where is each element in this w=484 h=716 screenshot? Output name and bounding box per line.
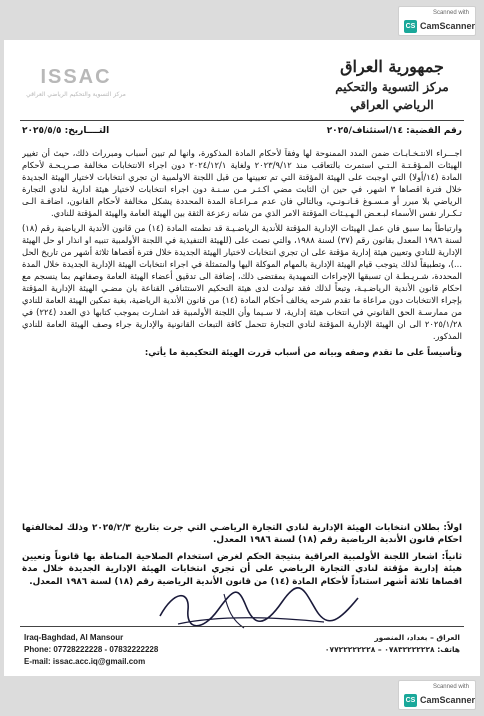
footer-phone-en: Phone: 07728222228 - 07832222228 xyxy=(24,645,159,654)
camscanner-logo-icon: CS xyxy=(404,694,417,707)
republic-title: جمهورية العراق xyxy=(340,57,444,76)
document-page xyxy=(4,40,480,676)
issac-logo xyxy=(26,66,126,114)
document-date: التــــاريخ: ٢٠٢٥/٥/٥ xyxy=(22,126,110,136)
body-paragraph: وارتباطاً بما سبق فان عمل الهيئات الإدارية المؤقتة للأندية الرياضـيـة قد نظمته المادة (١٤) من قانون الأندية الرياضية رقم (١٨) لسنة ١٩٨٦ المعدل بقانون رقم (٣٧) لسنة ١٩٨٨، والتي نصت على (للهيئة التنفيذية في اللجنة الأولمبية تنبيه او انذار او حل الهيئة الإدارية للنادي وتعيين هيئة إدارية مؤقتة على ان تجري انتخابات لاختيار الهيئة الجديدة خلال فترة أقصاها ثلاثة أشهر من تاريخ الحل ...)، وتطبيقاً لذلك يتوجب قيام الهيئة الإدارية بالمهام الموكلة اليها والمتمثلة في اجراء انتخابات الهيئة الإدارية الجديدة خلال المدة المحددة، شـريـطـة ان تسبقها الإجراءات التمهيدية بمقتضى ذلك، إضافة الى تدقيق أعضاء الهيئة العامة وصفاتهم بما ينسجم مع احكام قانون الأندية الرياضـيـة، وتبعاً لذلك فقد تولدت لدى هيئة التحكيم الاستئنافي القناعة بان مضـي الهيئة الإدارية المؤقتة بإجراء الانتخابات دون مراعاة ما تقدم شرحه يخالف أحكام المادة (١٤) من قانون الأندية الرياضية، بغية تمكين الهيئة العامة للنادي من ممارسـة الحق القانوني في انتخاب هيئة إدارية، لا سـيما وأن اللجنة الأولمبية قد اشـارت بموجب كتابها ذي العدد (٢٢٤) في ٢٠٢٥/١/٢٨ الى ان الهيئة الإدارية المؤقتة لنادي التجارة تتحمل كافة التبعات القانونية والإدارية جراء وصف الهيئة العامة للنادي المذكور. xyxy=(22,223,462,341)
footer-phone-ar: هاتف: ٠٧٨٣٢٢٢٢٢٢٨ – ٠٧٧٢٢٢٢٢٢٢٨ xyxy=(324,645,460,654)
issac-logo-subtitle: مركز التسوية والتحكيم الرياضي العراقي xyxy=(26,91,126,98)
header-divider xyxy=(20,120,464,121)
camscanner-logo-icon: CS xyxy=(404,20,417,33)
centre-title: مركز التسوية والتحكيم الرياضي العراقي xyxy=(335,80,449,112)
footer-email-en: E-mail: issac.acc.iq@gmail.com xyxy=(24,657,146,666)
camscanner-badge-bottom xyxy=(398,680,476,710)
footer-english xyxy=(24,632,194,668)
footer-address-en: Iraq-Baghdad, Al Mansour xyxy=(24,633,124,642)
camscanner-badge-top xyxy=(398,6,476,36)
scanned-with-label: Scanned with xyxy=(432,10,469,16)
footer-address-ar: العراق – بغداد، المنصور xyxy=(374,633,460,642)
issac-logo-text: ISSAC xyxy=(40,66,112,88)
body-conclusion: وتأسيساً على ما تقدم وصفه وبيانه من أسباب قررت الهيئة التحكيمية ما يأتي: xyxy=(144,346,462,357)
camscanner-name: CamScanner xyxy=(420,21,476,31)
letterhead-title xyxy=(322,56,462,112)
footer-arabic xyxy=(270,632,460,656)
body-paragraph: اجـــراء الانتـخـابـات ضمن المدد الممنوحة لها وفقاً لأحكام المادة المذكورة، وانها لم تبين أسباب ومبررات ذلك، حيث أن تغيير الهيئات المـؤقـتـة الـتـي استمرت بالتعاقب منذ ٢٠٢٣/٩/١٢ ولغاية ٢٠٢٤/١٢/١ دون اجراء الانتخابات مخالفة صـريـحـة لأحكام المادة (١٤/أولا) التي اوجبت على الهيئة المؤقتة التي تم تعيينها من قبل اللجنة الاولمبية ان تجري انتخابات لاختيار الهيئة الجديدة خلال فترة اقصاها ٣ اشهر، في حين ان الثابت مضي اكـثـر مـن سـنـة دون اجراء انتخابات لاختيار هيئة ادارية لنادي التجارة الرياضي بلا مبرر أو مـسـوغ قـانـونـي، وبالتالي فان عدم مـراعـاة المدة المحددة يشكل مخالفة لأحكام القانون، اضافـة الـى تـكـرار نفس الأسماء لبـعـض الـهـيـئات المؤقتة الامر الذي من شانه زعزعة الثقة بين الهيئة العامة والهيئة المؤقتة للنادي. xyxy=(22,148,462,218)
signature-image xyxy=(154,580,364,636)
scanned-with-label: Scanned with xyxy=(432,684,469,690)
decision-item: ثانياً: اشعار اللجنة الأولمبية العراقية بنتيجة الحكم لغرض استخدام الصلاحية المناطة بها قانوناً وتعيين هيئة إدارية مؤقتة لنادي التجارة الرياضي على أن تجري انتخابات الهيئة الإدارية الجديدة خلال مدة اقصاها ثلاثة أشهر استناداً لأحكام المادة (١٤) من قانون الأندية الرياضية رقم (١٨) لسنة ١٩٨٦ المعدل. xyxy=(22,551,462,587)
camscanner-name: CamScanner xyxy=(420,695,476,705)
document-body xyxy=(22,148,462,526)
reference-row xyxy=(22,126,462,142)
footer-divider xyxy=(20,626,464,627)
decision-item: اولاً: بطلان انتخابات الهيئة الإدارية لنادي التجارة الرياضـي التي جرت بتاريخ ٢٠٢٥/٢/٣ وذلك لمخالفتها احكام قانون الأندية الرياضية رقم (١٨) لسنة ١٩٨٦ المعدل. xyxy=(22,523,462,546)
case-number: رقم القضية: ١٤/استئناف/٢٠٢٥ xyxy=(326,126,462,136)
